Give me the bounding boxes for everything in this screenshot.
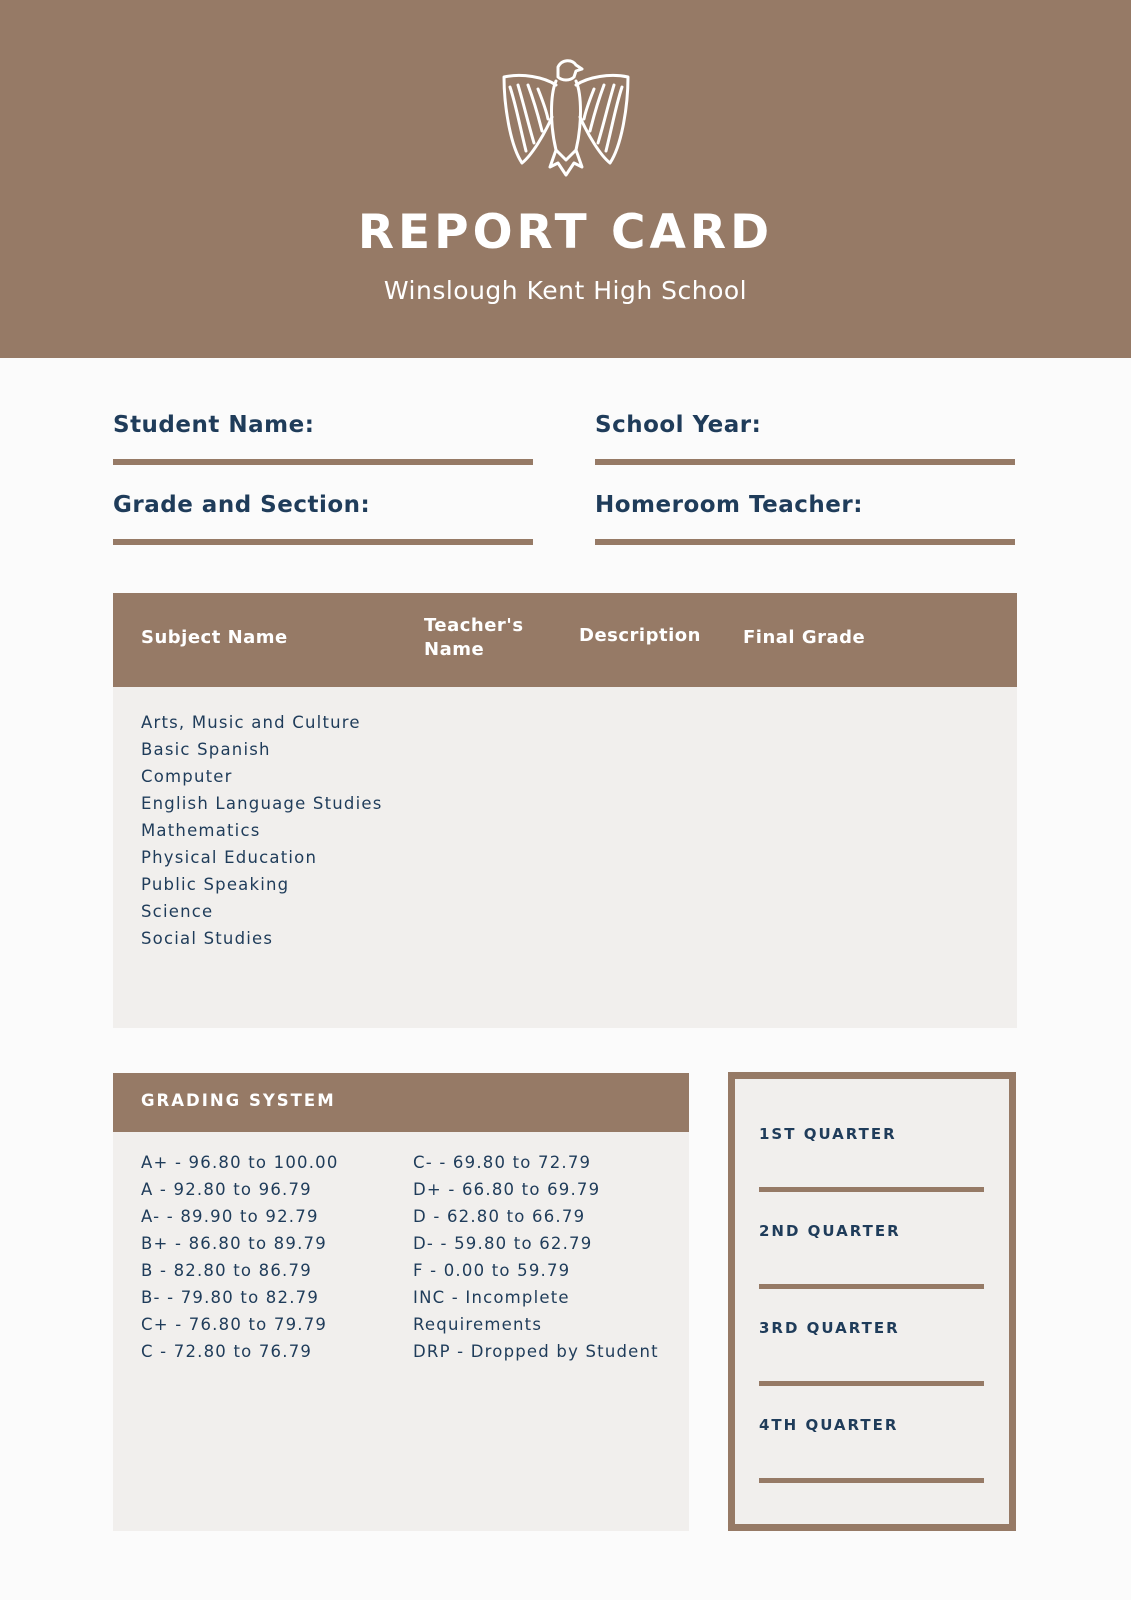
column-header-subject: Subject Name	[141, 627, 288, 648]
list-item: D - 62.80 to 66.79	[413, 1207, 586, 1226]
quarter-label-4: 4TH QUARTER	[759, 1416, 899, 1434]
grade-section-line	[113, 539, 533, 545]
list-item: Requirements	[413, 1315, 543, 1334]
student-name-label: Student Name:	[113, 412, 315, 438]
grading-list-left	[141, 1149, 339, 1365]
homeroom-teacher-label: Homeroom Teacher:	[595, 492, 863, 518]
school-name: Winslough Kent High School	[383, 276, 748, 305]
school-year-label: School Year:	[595, 412, 762, 438]
subjects-table-body	[113, 687, 1017, 1028]
grade-section-label: Grade and Section:	[113, 492, 371, 518]
list-item: B- - 79.80 to 82.79	[141, 1288, 320, 1307]
list-item: A - 92.80 to 96.79	[141, 1180, 312, 1199]
list-item: Basic Spanish	[141, 740, 271, 759]
list-item: D- - 59.80 to 62.79	[413, 1234, 593, 1253]
header-banner	[0, 0, 1131, 358]
grading-system-body	[113, 1132, 689, 1531]
list-item: C- - 69.80 to 72.79	[413, 1153, 592, 1172]
list-item: C+ - 76.80 to 79.79	[141, 1315, 328, 1334]
homeroom-teacher-line	[595, 539, 1015, 545]
list-item: B+ - 86.80 to 89.79	[141, 1234, 327, 1253]
list-item: A+ - 96.80 to 100.00	[141, 1153, 339, 1172]
list-item: A- - 89.90 to 92.79	[141, 1207, 319, 1226]
list-item: C - 72.80 to 76.79	[141, 1342, 313, 1361]
list-item: Arts, Music and Culture	[141, 713, 361, 732]
eagle-icon	[500, 55, 632, 185]
student-name-line	[113, 459, 533, 465]
grading-system-title: GRADING SYSTEM	[141, 1091, 336, 1110]
list-item: Physical Education	[141, 848, 318, 867]
page-title: REPORT CARD	[357, 205, 774, 260]
quarter-label-2: 2ND QUARTER	[759, 1222, 901, 1240]
list-item: B - 82.80 to 86.79	[141, 1261, 312, 1280]
quarter-label-1: 1ST QUARTER	[759, 1125, 897, 1143]
list-item: Mathematics	[141, 821, 261, 840]
quarters-box	[728, 1072, 1016, 1531]
quarter-line-3	[759, 1381, 984, 1386]
quarter-line-2	[759, 1284, 984, 1289]
column-header-final-grade: Final Grade	[743, 627, 866, 648]
quarter-line-1	[759, 1187, 984, 1192]
list-item: D+ - 66.80 to 69.79	[413, 1180, 601, 1199]
subject-list	[141, 709, 383, 952]
list-item: Social Studies	[141, 929, 274, 948]
list-item: Science	[141, 902, 214, 921]
list-item: Public Speaking	[141, 875, 290, 894]
list-item: INC - Incomplete	[413, 1288, 570, 1307]
subjects-table-header	[113, 593, 1017, 687]
grading-list-right	[413, 1149, 659, 1365]
school-year-line	[595, 459, 1015, 465]
quarter-line-4	[759, 1478, 984, 1483]
list-item: DRP - Dropped by Student	[413, 1342, 659, 1361]
list-item: Computer	[141, 767, 233, 786]
column-header-description: Description	[579, 625, 701, 646]
list-item: English Language Studies	[141, 794, 383, 813]
quarter-label-3: 3RD QUARTER	[759, 1319, 900, 1337]
column-header-teacher: Teacher's Name	[424, 615, 524, 660]
grading-system-header	[113, 1073, 689, 1132]
list-item: F - 0.00 to 59.79	[413, 1261, 571, 1280]
